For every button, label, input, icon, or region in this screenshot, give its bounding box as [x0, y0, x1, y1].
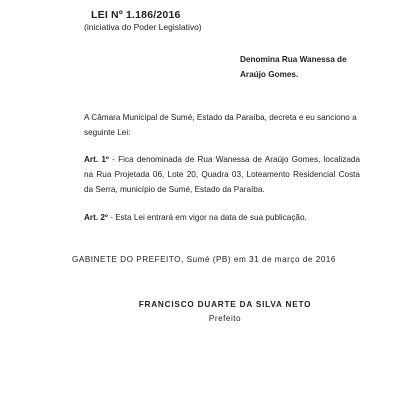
- preamble: A Câmara Municipal de Sumé, Estado da Paraíba, decreta e eu sanciono a seguinte Lei:: [84, 113, 357, 137]
- closing-line: GABINETE DO PREFEITO, Sumé (PB) em 31 de março de 2016: [72, 255, 336, 264]
- article-1-label: Art. 1º: [84, 155, 109, 164]
- article-2: [84, 210, 360, 225]
- signatory-name: FRANCISCO DUARTE DA SILVA NETO: [138, 300, 312, 309]
- article-1-text: - Fica denominada de Rua Wanessa de Araújo Gomes, localizada na Rua Projetada 06, Lote 20, Quadra 03, Loteamento Residencial Costa da Serra, município de Sumé, Estado da Paraíba.: [84, 155, 361, 194]
- signatory-role: Prefeito: [208, 314, 242, 323]
- article-2-text: - Esta Lei entrará em vigor na data de sua publicação.: [107, 213, 307, 222]
- law-number: LEI Nº 1.186/2016: [91, 9, 181, 21]
- ementa-line-1: Denomina Rua Wanessa de: [240, 55, 347, 64]
- article-1: [84, 152, 360, 197]
- ementa-line-2: Araújo Gomes.: [240, 70, 299, 79]
- ementa: [240, 52, 360, 82]
- article-2-label: Art. 2º: [84, 213, 108, 222]
- law-initiative: (iniciativa do Poder Legislativo): [84, 22, 202, 32]
